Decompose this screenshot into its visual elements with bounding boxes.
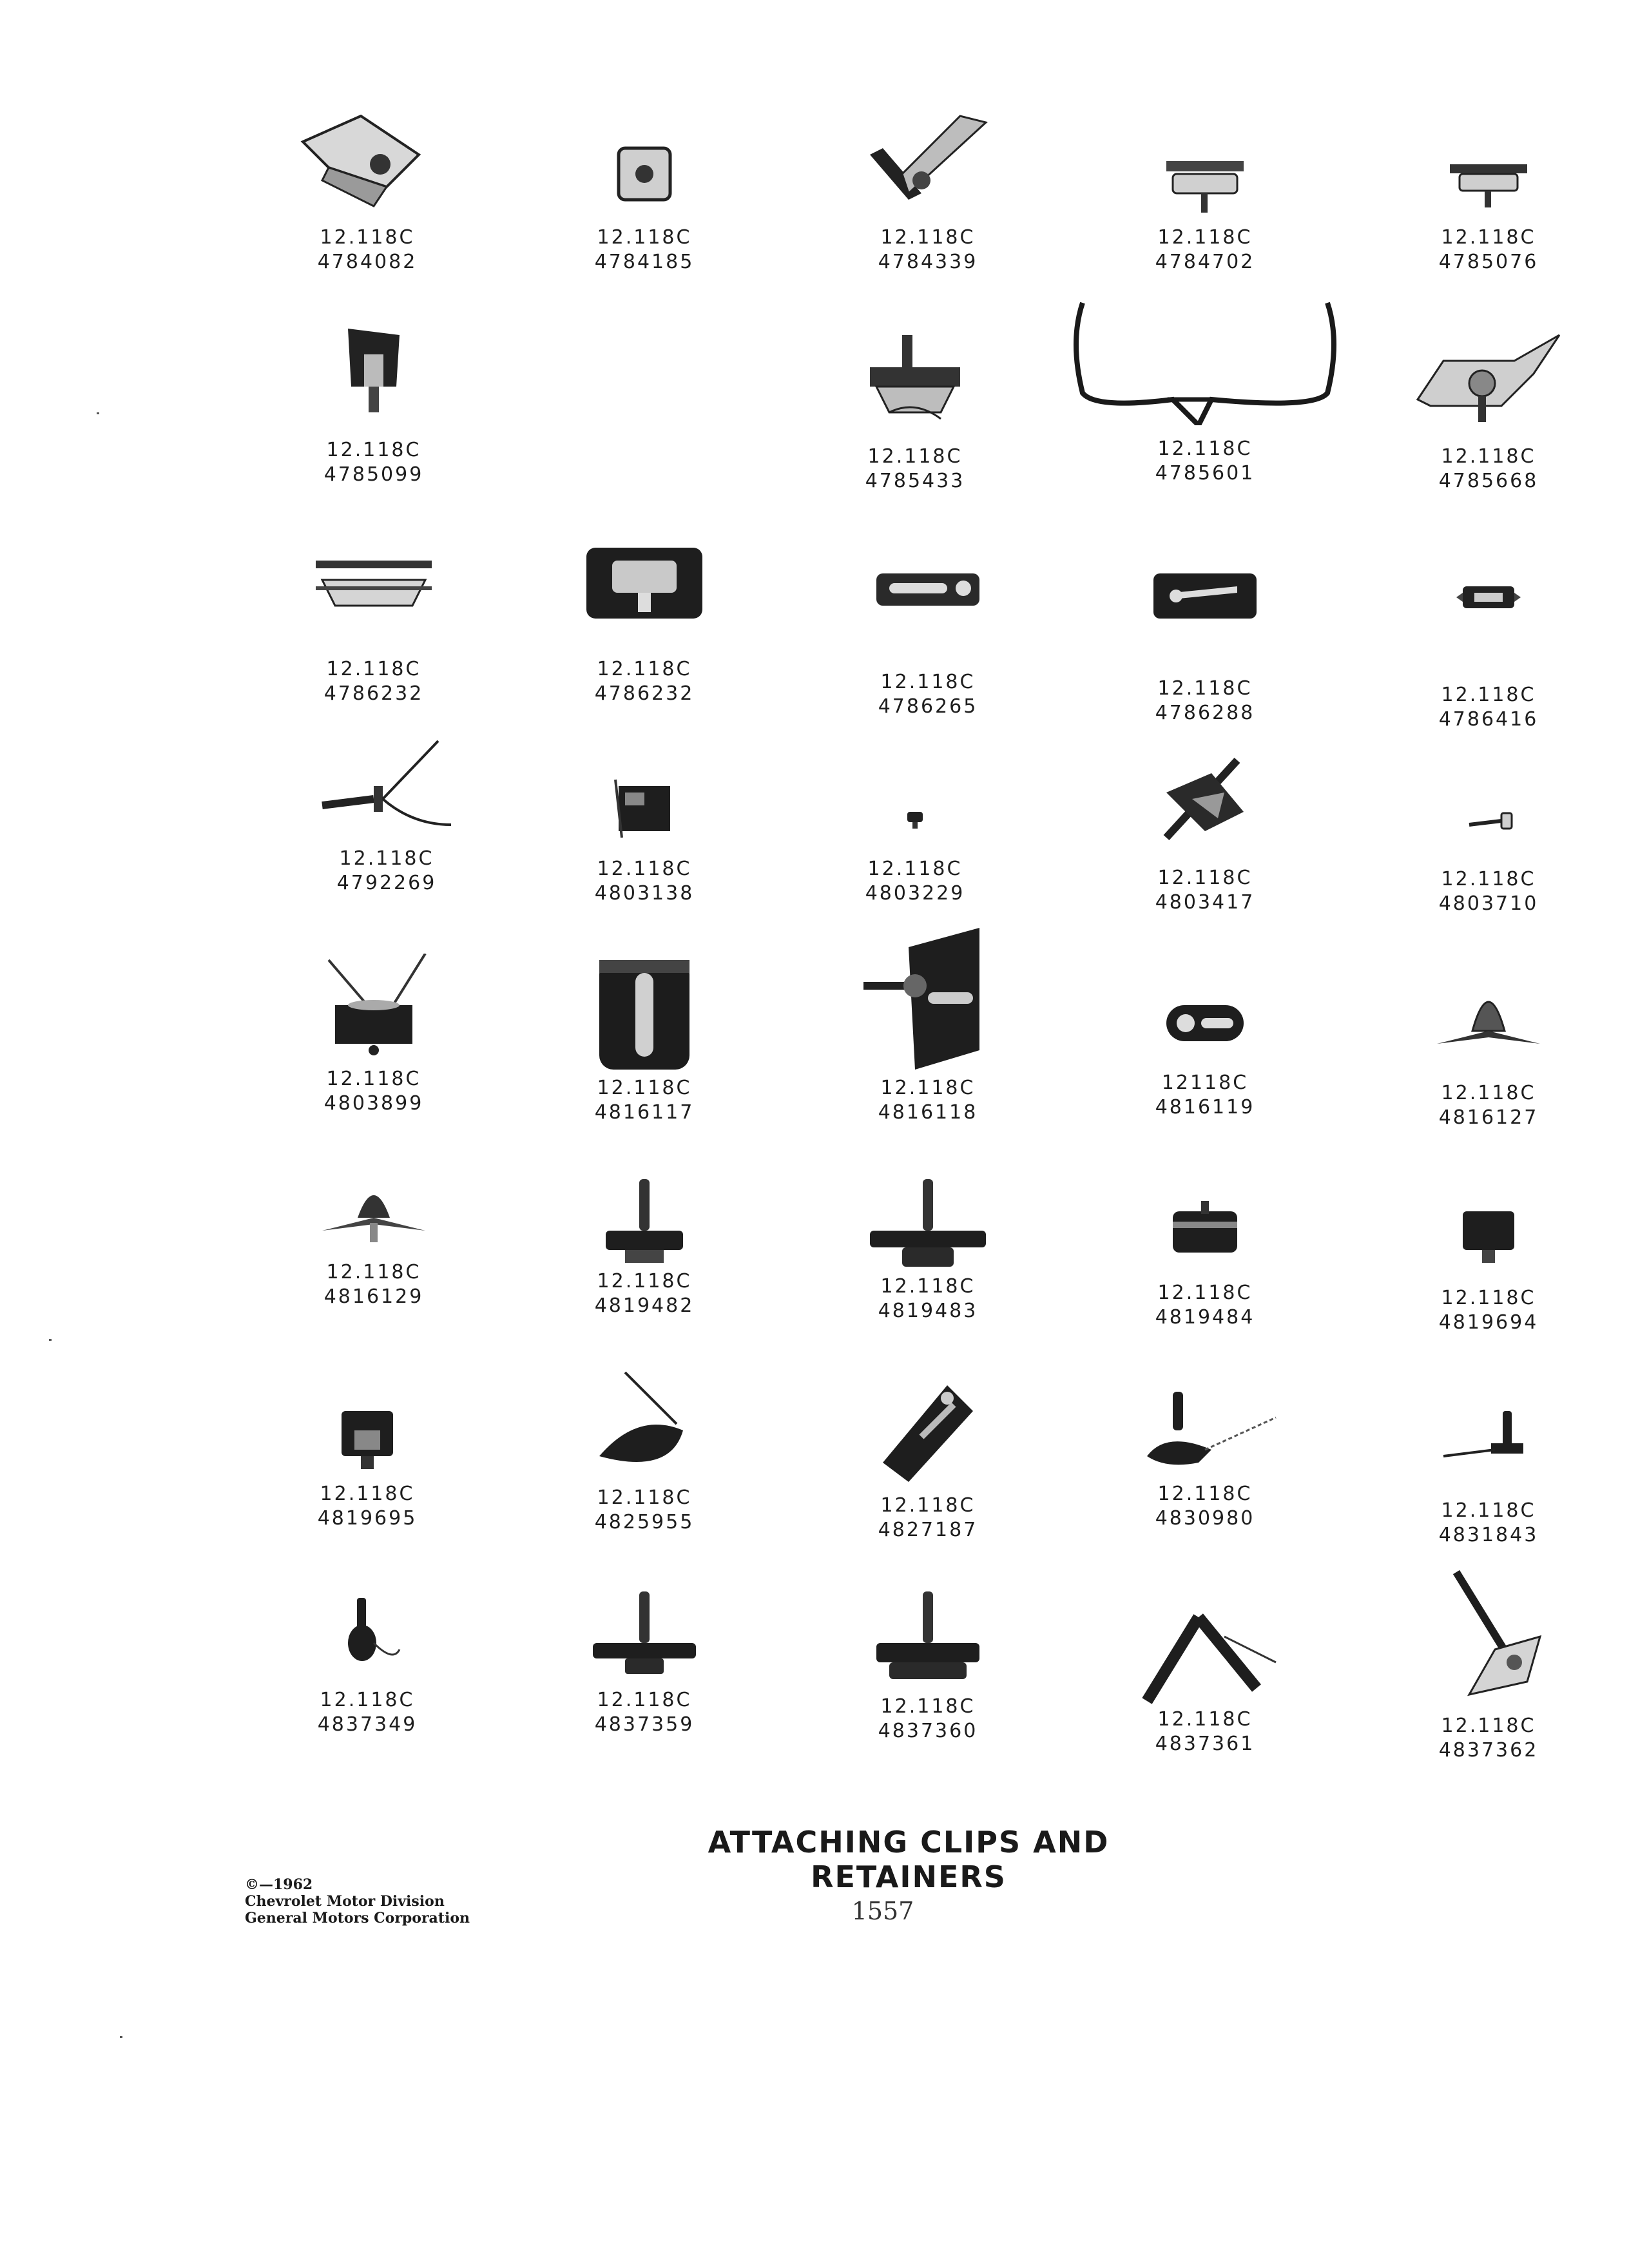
box-retainer-icon: [1437, 1186, 1540, 1289]
part-number: 4786232: [323, 682, 424, 705]
small-retainer-icon: [1437, 561, 1540, 677]
channel-clip-icon: [574, 535, 715, 651]
part-number: 4819695: [317, 1507, 418, 1530]
part-number: 4785668: [1438, 470, 1539, 492]
part-number: 4803417: [1155, 891, 1255, 914]
part-4825955: [535, 1366, 754, 1572]
part-group: 12.118C: [597, 1077, 692, 1099]
part-4803417: [1095, 747, 1315, 954]
t-stud-clip-icon: [857, 1173, 999, 1289]
part-number: 4819482: [594, 1294, 695, 1317]
scan-speck: [120, 2036, 122, 2038]
part-4819484: [1095, 1186, 1315, 1392]
part-group: 12.118C: [597, 226, 692, 249]
part-group: 12.118C: [326, 1068, 421, 1090]
part-group: 12.118C: [1441, 226, 1536, 249]
part-number: 4837361: [1155, 1733, 1255, 1755]
box-retainer-icon: [1147, 1186, 1263, 1289]
part-4785076: [1379, 103, 1598, 309]
part-group: 12.118C: [1441, 1715, 1536, 1737]
part-number: 4803229: [865, 882, 965, 905]
part-group: 12.118C: [326, 658, 421, 680]
part-number: 4819484: [1155, 1306, 1255, 1329]
bracket-clip-icon: [1405, 322, 1572, 445]
u-nut-clip-icon: [1431, 103, 1547, 219]
part-4837349: [258, 1591, 477, 1798]
part-number: 4819483: [878, 1300, 978, 1322]
part-group: 12.118C: [1441, 1287, 1536, 1309]
part-4816117: [535, 947, 754, 1153]
part-group: 12.118C: [880, 1275, 976, 1298]
large-slotted-retainer-icon: [580, 947, 709, 1076]
pin-fastener-icon: [1437, 773, 1540, 876]
angled-clip-icon: [290, 103, 445, 219]
part-number: 4837349: [317, 1713, 418, 1736]
spring-clip-icon: [851, 103, 1005, 219]
part-4784702: [1095, 103, 1315, 309]
t-stud-clip-icon: [580, 1585, 709, 1701]
part-group: 12.118C: [339, 847, 434, 870]
part-number: 4803138: [594, 882, 695, 905]
part-group: 12.118C: [1157, 677, 1253, 700]
stud-clip-icon: [851, 322, 979, 438]
part-number: 4784082: [317, 251, 418, 273]
part-number: 4827187: [878, 1519, 978, 1541]
part-number: 4784339: [878, 251, 978, 273]
part-number: 4784702: [1155, 251, 1255, 273]
scan-speck: [49, 1339, 52, 1341]
t-stud-wire-clip-icon: [1431, 1398, 1547, 1501]
part-4837361: [1095, 1598, 1315, 1804]
part-number: 4786232: [594, 682, 695, 705]
part-number: 4785076: [1438, 251, 1539, 273]
part-group: 12.118C: [320, 226, 415, 249]
angle-bracket-clip-icon: [1128, 1598, 1282, 1714]
part-group: 12.118C: [1157, 226, 1253, 249]
part-group: 12.118C: [1441, 684, 1536, 706]
wire-screw-clip-icon: [309, 735, 464, 863]
part-group: 12.118C: [320, 1689, 415, 1711]
angled-channel-clip-icon: [863, 1360, 992, 1488]
part-number: 4837360: [878, 1720, 978, 1742]
part-number: 4786416: [1438, 708, 1539, 731]
part-4785099: [264, 316, 483, 522]
part-group: 12.118C: [326, 439, 421, 461]
part-group: 12.118C: [597, 858, 692, 880]
part-group: 12.118C: [867, 858, 963, 880]
part-group: 12.118C: [326, 1261, 421, 1283]
box-clip-icon: [329, 316, 419, 432]
copyright-division: Chevrolet Motor Division: [245, 1893, 445, 1910]
part-group: 12.118C: [1441, 1082, 1536, 1104]
part-4819695: [258, 1385, 477, 1591]
part-number: 4816117: [594, 1101, 695, 1124]
dome-clip-icon: [1424, 973, 1553, 1076]
flat-spring-clip-icon: [303, 535, 445, 651]
part-4827187: [818, 1360, 1037, 1566]
part-number: 4785601: [1155, 462, 1255, 485]
part-number: 4825955: [594, 1511, 695, 1533]
stud-retainer-plate-icon: [851, 921, 1005, 1076]
u-nut-clip-icon: [1147, 103, 1263, 219]
scan-speck: [97, 412, 99, 414]
wire-leaf-clip-icon: [580, 1366, 709, 1495]
slotted-retainer-icon: [863, 548, 992, 664]
part-4816119: [1095, 986, 1315, 1192]
part-number: 4786288: [1155, 702, 1255, 724]
part-number: 4792269: [336, 872, 437, 894]
part-4803710: [1379, 773, 1598, 979]
part-group: 12.118C: [880, 671, 976, 693]
box-retainer-icon: [316, 1385, 419, 1488]
part-number: 4784185: [594, 251, 695, 273]
part-group: 12.118C: [597, 1270, 692, 1293]
part-group: 12.118C: [1441, 1499, 1536, 1522]
part-4816127: [1379, 973, 1598, 1179]
part-group: 12.118C: [1441, 445, 1536, 468]
part-4819482: [535, 1173, 754, 1379]
part-number: 4819694: [1438, 1311, 1539, 1334]
tiny-fastener-icon: [883, 773, 947, 863]
part-group: 12.118C: [867, 445, 963, 468]
copyright-notice: [245, 1876, 470, 1927]
part-group: 12.118C: [1157, 1708, 1253, 1731]
part-4786232-b: [535, 535, 754, 741]
part-4837362: [1379, 1566, 1598, 1772]
angled-stud-clip-icon: [1141, 747, 1269, 863]
part-group: 12.118C: [880, 1077, 976, 1099]
part-group: 12.118C: [320, 1483, 415, 1505]
copyright-corporation: General Motors Corporation: [245, 1910, 470, 1927]
part-group: 12.118C: [1157, 437, 1253, 460]
page-title: ATTACHING CLIPS AND RETAINERS: [708, 1825, 1110, 1894]
part-4786232: [264, 535, 483, 741]
part-4784082: [258, 103, 477, 309]
stud-bracket-clip-icon: [1418, 1566, 1559, 1714]
part-number: 4803899: [323, 1092, 424, 1115]
part-number: 4816127: [1438, 1106, 1539, 1129]
part-4819694: [1379, 1186, 1598, 1392]
part-number: 4785099: [323, 463, 424, 486]
part-4803899: [264, 954, 483, 1160]
part-group: 12.118C: [1157, 1282, 1253, 1304]
wire-nut-retainer-icon: [303, 954, 445, 1070]
part-number: 4785433: [865, 470, 965, 492]
part-4837360: [818, 1585, 1037, 1791]
t-stud-clip-icon: [857, 1585, 999, 1701]
part-number: 4816118: [878, 1101, 978, 1124]
part-4786288: [1095, 554, 1315, 760]
part-group: 12.118C: [597, 1689, 692, 1711]
drop-stud-clip-icon: [316, 1591, 419, 1701]
part-4785433: [805, 322, 1025, 528]
part-number: 4837362: [1438, 1739, 1539, 1762]
part-4785601: [1057, 296, 1353, 503]
part-4786416: [1379, 561, 1598, 767]
part-group: 12.118C: [597, 658, 692, 680]
part-group: 12118C: [1161, 1072, 1249, 1094]
part-number: 4816119: [1155, 1096, 1255, 1119]
part-4786265: [818, 548, 1037, 754]
part-4816129: [264, 1173, 483, 1379]
part-group: 12.118C: [880, 226, 976, 249]
page-number: 1557: [851, 1897, 914, 1925]
part-group: 12.118C: [1157, 1483, 1253, 1505]
part-4785668: [1379, 322, 1598, 528]
part-4819483: [818, 1173, 1037, 1379]
square-nut-clip-icon: [606, 103, 683, 219]
part-group: 12.118C: [597, 1486, 692, 1509]
part-4837359: [535, 1585, 754, 1791]
part-number: 4831843: [1438, 1524, 1539, 1546]
slotted-nut-retainer-icon: [1147, 986, 1263, 1076]
part-group: 12.118C: [880, 1494, 976, 1517]
wire-spring-clip-icon: [1057, 296, 1353, 425]
part-group: 12.118C: [880, 1695, 976, 1718]
part-4816118: [818, 921, 1037, 1128]
part-4784339: [818, 103, 1037, 309]
part-number: 4816129: [323, 1285, 424, 1308]
part-4792269: [277, 735, 496, 941]
slotted-retainer-icon: [1141, 554, 1269, 670]
part-number: 4830980: [1155, 1507, 1255, 1530]
part-number: 4837359: [594, 1713, 695, 1736]
part-4803138: [535, 760, 754, 966]
part-4784185: [535, 103, 754, 309]
copyright-year: ©—1962: [245, 1876, 313, 1893]
part-number: 4786265: [878, 695, 978, 718]
part-number: 4803710: [1438, 892, 1539, 915]
part-group: 12.118C: [1441, 868, 1536, 890]
part-4830980: [1095, 1385, 1315, 1591]
part-group: 12.118C: [1157, 867, 1253, 889]
